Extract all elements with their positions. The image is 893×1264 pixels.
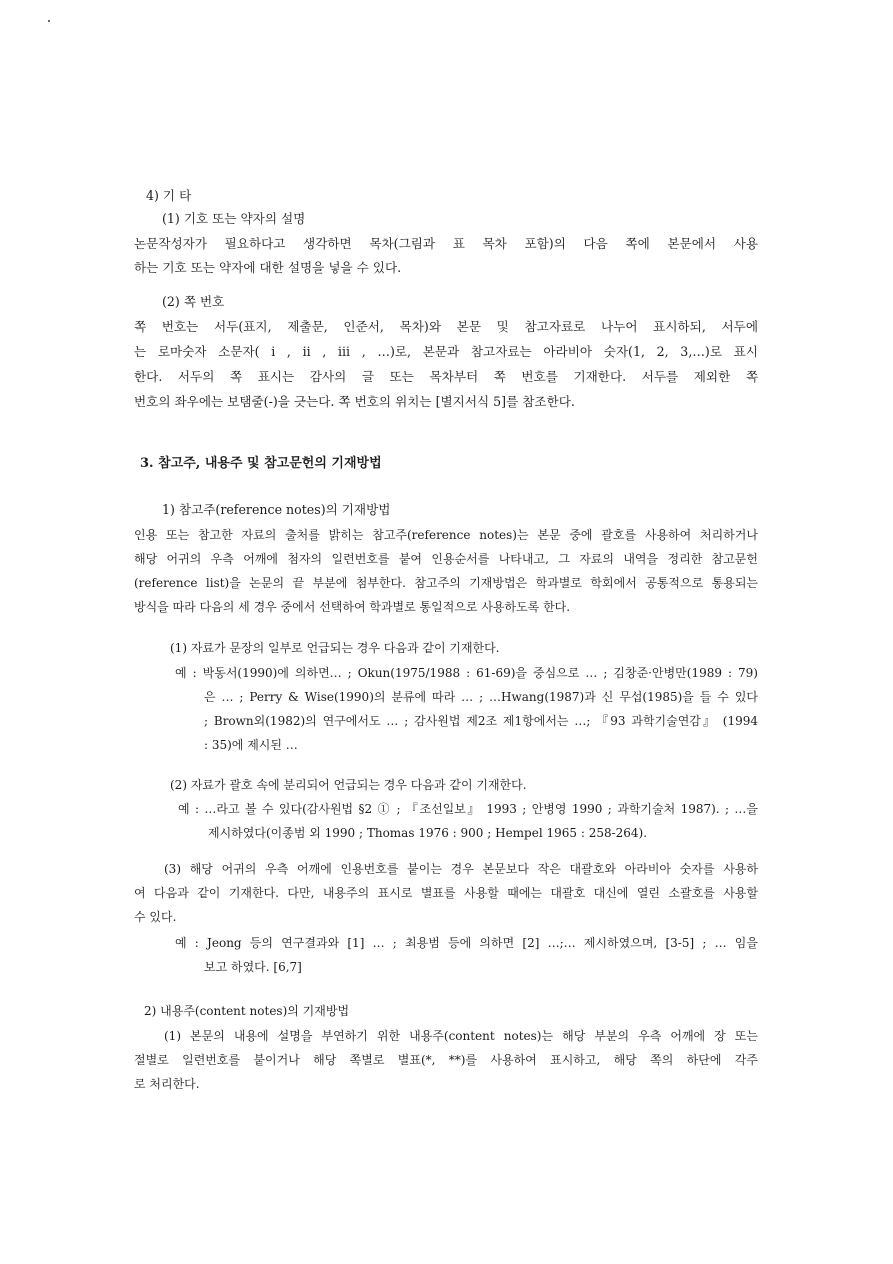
paragraph-line: (reference list)을 논문의 끝 부분에 첨부한다. 참고주의 기재방법은 학과별로 학회에서 공통적으로 통용되는 [134, 576, 758, 590]
case-title-inline: (1) 자료가 문장의 일부로 언급되는 경우 다음과 같이 기재한다. [170, 641, 500, 655]
paragraph-line: 한다. 서두의 쪽 표시는 감사의 글 또는 목차부터 쪽 번호를 기재한다. 서두를 제외한 쪽 [134, 369, 758, 384]
example-line: 예 : 박동서(1990)에 의하면… ; Okun(1975/1988 : 61-69)을 중심으로 … ; 김창준·안병만(1989 : 79) [175, 666, 758, 680]
case-title-parenthetical: (2) 자료가 괄호 속에 분리되어 언급되는 경우 다음과 같이 기재한다. [170, 778, 527, 792]
paragraph-line: 방식을 따라 다음의 세 경우 중에서 선택하여 학과별로 통일적으로 사용하도록 한다. [134, 600, 571, 614]
paragraph-line: 로 처리한다. [134, 1077, 200, 1091]
example-line: 제시하였다(이종범 외 1990 ; Thomas 1976 : 900 ; Hempel 1965 : 258-264). [208, 826, 648, 840]
scan-speck [48, 20, 50, 22]
paragraph-line: 쪽 번호는 서두(표지, 제출문, 인준서, 목차)와 본문 및 참고자료로 나누어 표시하되, 서두에 [134, 319, 758, 334]
paragraph-line: 번호의 좌우에는 보탬줄(-)을 긋는다. 쪽 번호의 위치는 [별지서식 5]를 참조한다. [134, 394, 575, 409]
paragraph-line: (3) 해당 어귀의 우측 어깨에 인용번호를 붙이는 경우 본문보다 작은 대괄호와 아라비아 숫자를 사용하 [164, 862, 758, 876]
example-line: : 35)에 제시된 … [204, 738, 298, 752]
paragraph-line: 인용 또는 참고한 자료의 출처를 밝히는 참고주(reference notes)는 본문 중에 괄호를 사용하여 처리하거나 [134, 528, 758, 542]
section-heading-notes: 3. 참고주, 내용주 및 참고문헌의 기재방법 [140, 456, 382, 471]
subsection-title-reference-notes: 1) 참고주(reference notes)의 기재방법 [162, 502, 391, 517]
subsection-title-page-numbers: (2) 쪽 번호 [162, 294, 225, 309]
paragraph-line: 절별로 일련번호를 붙이거나 해당 쪽별로 별표(*, **)를 사용하여 표시하고, 해당 쪽의 하단에 각주 [134, 1053, 758, 1067]
example-line: 보고 하였다. [6,7] [204, 960, 302, 974]
paragraph-line: 하는 기호 또는 약자에 대한 설명을 넣을 수 있다. [134, 260, 402, 275]
paragraph-line: 해당 어귀의 우측 어깨에 첨자의 일련번호를 붙여 인용순서를 나타내고, 그 자료의 내역을 정리한 참고문헌 [134, 552, 758, 566]
example-line: ; Brown외(1982)의 연구에서도 … ; 감사원법 제2조 제1항에서는 …; 『93 과학기술연감』 (1994 [204, 714, 758, 728]
example-line: 예 : Jeong 등의 연구결과와 [1] … ; 최용범 등에 의하면 [2] …;… 제시하였으며, [3-5] ; … 임을 [175, 936, 758, 950]
paragraph-line: 논문작성자가 필요하다고 생각하면 목차(그림과 표 목차 포함)의 다음 쪽에 본문에서 사용 [134, 236, 758, 251]
paragraph-line: 수 있다. [134, 910, 177, 924]
example-line: 은 … ; Perry & Wise(1990)의 분류에 따라 … ; …Hwang(1987)과 신 무섭(1985)을 들 수 있다 [204, 690, 758, 704]
paragraph-line: (1) 본문의 내용에 설명을 부연하기 위한 내용주(content notes)는 해당 부분의 우측 어깨에 장 또는 [164, 1029, 758, 1043]
subsection-title-symbols: (1) 기호 또는 약자의 설명 [162, 211, 306, 226]
subsection-title-content-notes: 2) 내용주(content notes)의 기재방법 [144, 1004, 350, 1018]
section-heading-misc: 4) 기 타 [146, 188, 192, 203]
paragraph-line: 는 로마숫자 소문자( i , ii , iii , …)로, 본문과 참고자료는 아라비아 숫자(1, 2, 3,…)로 표시 [134, 344, 758, 359]
example-line: 예 : …라고 볼 수 있다(감사원법 §2 ① ; 『조선일보』 1993 ; 안병영 1990 ; 과학기술처 1987). ; …을 [178, 802, 758, 816]
paragraph-line: 여 다음과 같이 기재한다. 다만, 내용주의 표시로 별표를 사용할 때에는 대괄호 대신에 열린 소괄호를 사용할 [134, 886, 758, 900]
